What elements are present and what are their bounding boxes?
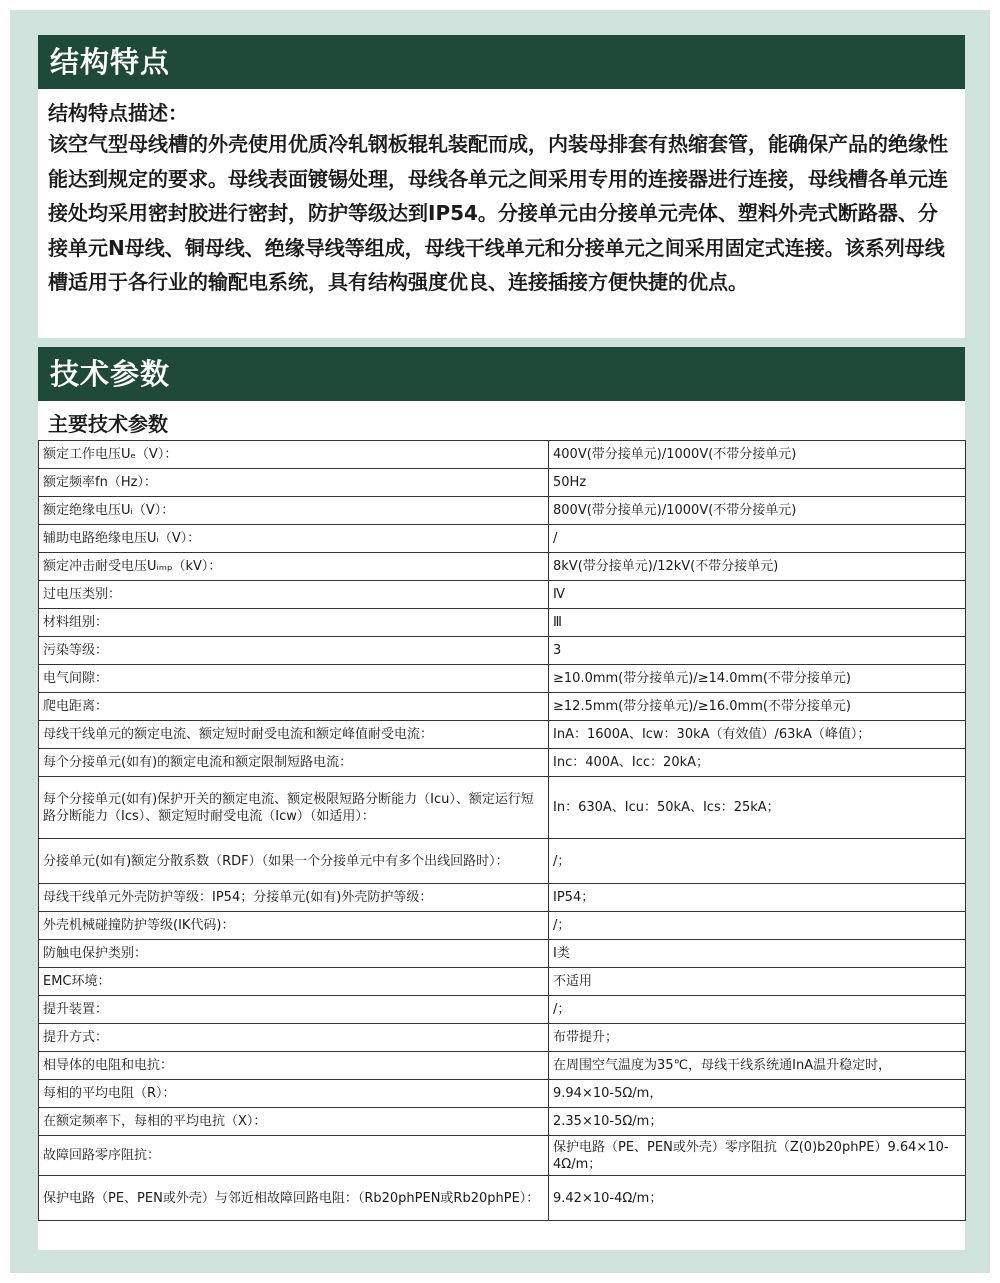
param-value: 在周围空气温度为35℃，母线干线系统通InA温升稳定时， <box>549 1052 966 1080</box>
table-row <box>39 1136 966 1176</box>
param-value: 8kV(带分接单元)/12kV(不带分接单元) <box>549 553 966 581</box>
specs-subtitle: 主要技术参数 <box>48 412 168 436</box>
table-row <box>39 1024 966 1052</box>
table-row <box>39 1108 966 1136</box>
table-row <box>39 721 966 749</box>
param-name: EMC环境： <box>39 968 549 996</box>
param-value: /； <box>549 996 966 1024</box>
param-name: 辅助电路绝缘电压Uᵢ（V）： <box>39 525 549 553</box>
param-name: 每个分接单元(如有)的额定电流和额定限制短路电流： <box>39 749 549 777</box>
param-name: 额定频率fn（Hz）： <box>39 469 549 497</box>
param-name: 防触电保护类别： <box>39 940 549 968</box>
table-row <box>39 1080 966 1108</box>
param-value: 800V(带分接单元)/1000V(不带分接单元) <box>549 497 966 525</box>
table-row <box>39 441 966 469</box>
table-row <box>39 777 966 839</box>
table-row <box>39 525 966 553</box>
param-name: 母线干线单元外壳防护等级：IP54；分接单元(如有)外壳防护等级： <box>39 884 549 912</box>
param-name: 过电压类别： <box>39 581 549 609</box>
param-name: 污染等级： <box>39 637 549 665</box>
section-title-specs: 技术参数 <box>38 347 965 401</box>
table-row <box>39 1176 966 1221</box>
param-name: 电气间隙： <box>39 665 549 693</box>
param-name: 材料组别： <box>39 609 549 637</box>
table-row <box>39 553 966 581</box>
param-name: 母线干线单元的额定电流、额定短时耐受电流和额定峰值耐受电流： <box>39 721 549 749</box>
param-value: /； <box>549 839 966 884</box>
param-value: 9.42×10-4Ω/m； <box>549 1176 966 1221</box>
table-row <box>39 693 966 721</box>
param-value: Ⅳ <box>549 581 966 609</box>
params-table <box>38 440 966 1221</box>
param-name: 每个分接单元(如有)保护开关的额定电流、额定极限短路分断能力（Icu）、额定运行短路分断能力（Ics）、额定短时耐受电流（Icw）（如适用）： <box>39 777 549 839</box>
structure-subtitle: 结构特点描述： <box>48 101 188 125</box>
table-row <box>39 469 966 497</box>
param-value: In：630A、Icu：50kA、Ics：25kA； <box>549 777 966 839</box>
table-row <box>39 637 966 665</box>
table-row <box>39 665 966 693</box>
param-value: 2.35×10-5Ω/m； <box>549 1108 966 1136</box>
param-name: 额定工作电压Uₑ（V）： <box>39 441 549 469</box>
param-name: 爬电距离： <box>39 693 549 721</box>
param-value: / <box>549 525 966 553</box>
param-name: 相导体的电阻和电抗： <box>39 1052 549 1080</box>
param-name: 额定冲击耐受电压Uᵢₘₚ（kV）： <box>39 553 549 581</box>
table-row <box>39 581 966 609</box>
param-value: 保护电路（PE、PEN或外壳）零序阻抗（Z(0)b20phPE）9.64×10-4Ω/m； <box>549 1136 966 1176</box>
param-name: 外壳机械碰撞防护等级(IK代码)： <box>39 912 549 940</box>
table-row <box>39 940 966 968</box>
param-value: Ⅰ类 <box>549 940 966 968</box>
table-row <box>39 996 966 1024</box>
param-value: IP54； <box>549 884 966 912</box>
param-value: InA：1600A、Icw：30kA（有效值）/63kA（峰值）； <box>549 721 966 749</box>
param-value: Ⅲ <box>549 609 966 637</box>
param-name: 保护电路（PE、PEN或外壳）与邻近相故障回路电阻：（Rb20phPEN或Rb20phPE）： <box>39 1176 549 1221</box>
param-value: 布带提升； <box>549 1024 966 1052</box>
section-title-structure: 结构特点 <box>38 35 965 89</box>
param-value: 50Hz <box>549 469 966 497</box>
table-row <box>39 884 966 912</box>
param-name: 提升装置： <box>39 996 549 1024</box>
param-name: 提升方式： <box>39 1024 549 1052</box>
param-name: 每相的平均电阻（R）： <box>39 1080 549 1108</box>
param-name: 额定绝缘电压Uᵢ（V）： <box>39 497 549 525</box>
param-value: 3 <box>549 637 966 665</box>
table-row <box>39 497 966 525</box>
table-row <box>39 1052 966 1080</box>
param-value: 9.94×10-5Ω/m， <box>549 1080 966 1108</box>
table-row <box>39 609 966 637</box>
param-value: ≥10.0mm(带分接单元)/≥14.0mm(不带分接单元) <box>549 665 966 693</box>
param-value: ≥12.5mm(带分接单元)/≥16.0mm(不带分接单元) <box>549 693 966 721</box>
param-name: 在额定频率下，每相的平均电抗（X）： <box>39 1108 549 1136</box>
structure-description: 该空气型母线槽的外壳使用优质冷轧钢板辊轧装配而成，内装母排套有热缩套管，能确保产品的绝缘性能达到规定的要求。母线表面镀锡处理，母线各单元之间采用专用的连接器进行连接，母线槽各单元连接处均采用密封胶进行密封，防护等级达到IP54。分接单元由分接单元壳体、塑料外壳式断路器、分接单元N母线、铜母线、绝缘导线等组成，母线干线单元和分接单元之间采用固定式连接。该系列母线槽适用于各行业的输配电系统，具有结构强度优良、连接插接方便快捷的优点。 <box>48 132 948 295</box>
table-row <box>39 912 966 940</box>
param-name: 故障回路零序阻抗： <box>39 1136 549 1176</box>
table-row <box>39 839 966 884</box>
param-value: 400V(带分接单元)/1000V(不带分接单元) <box>549 441 966 469</box>
param-name: 分接单元(如有)额定分散系数（RDF）（如果一个分接单元中有多个出线回路时）： <box>39 839 549 884</box>
param-value: 不适用 <box>549 968 966 996</box>
param-value: /； <box>549 912 966 940</box>
param-value: Inc：400A、Icc：20kA； <box>549 749 966 777</box>
table-row <box>39 749 966 777</box>
table-row <box>39 968 966 996</box>
